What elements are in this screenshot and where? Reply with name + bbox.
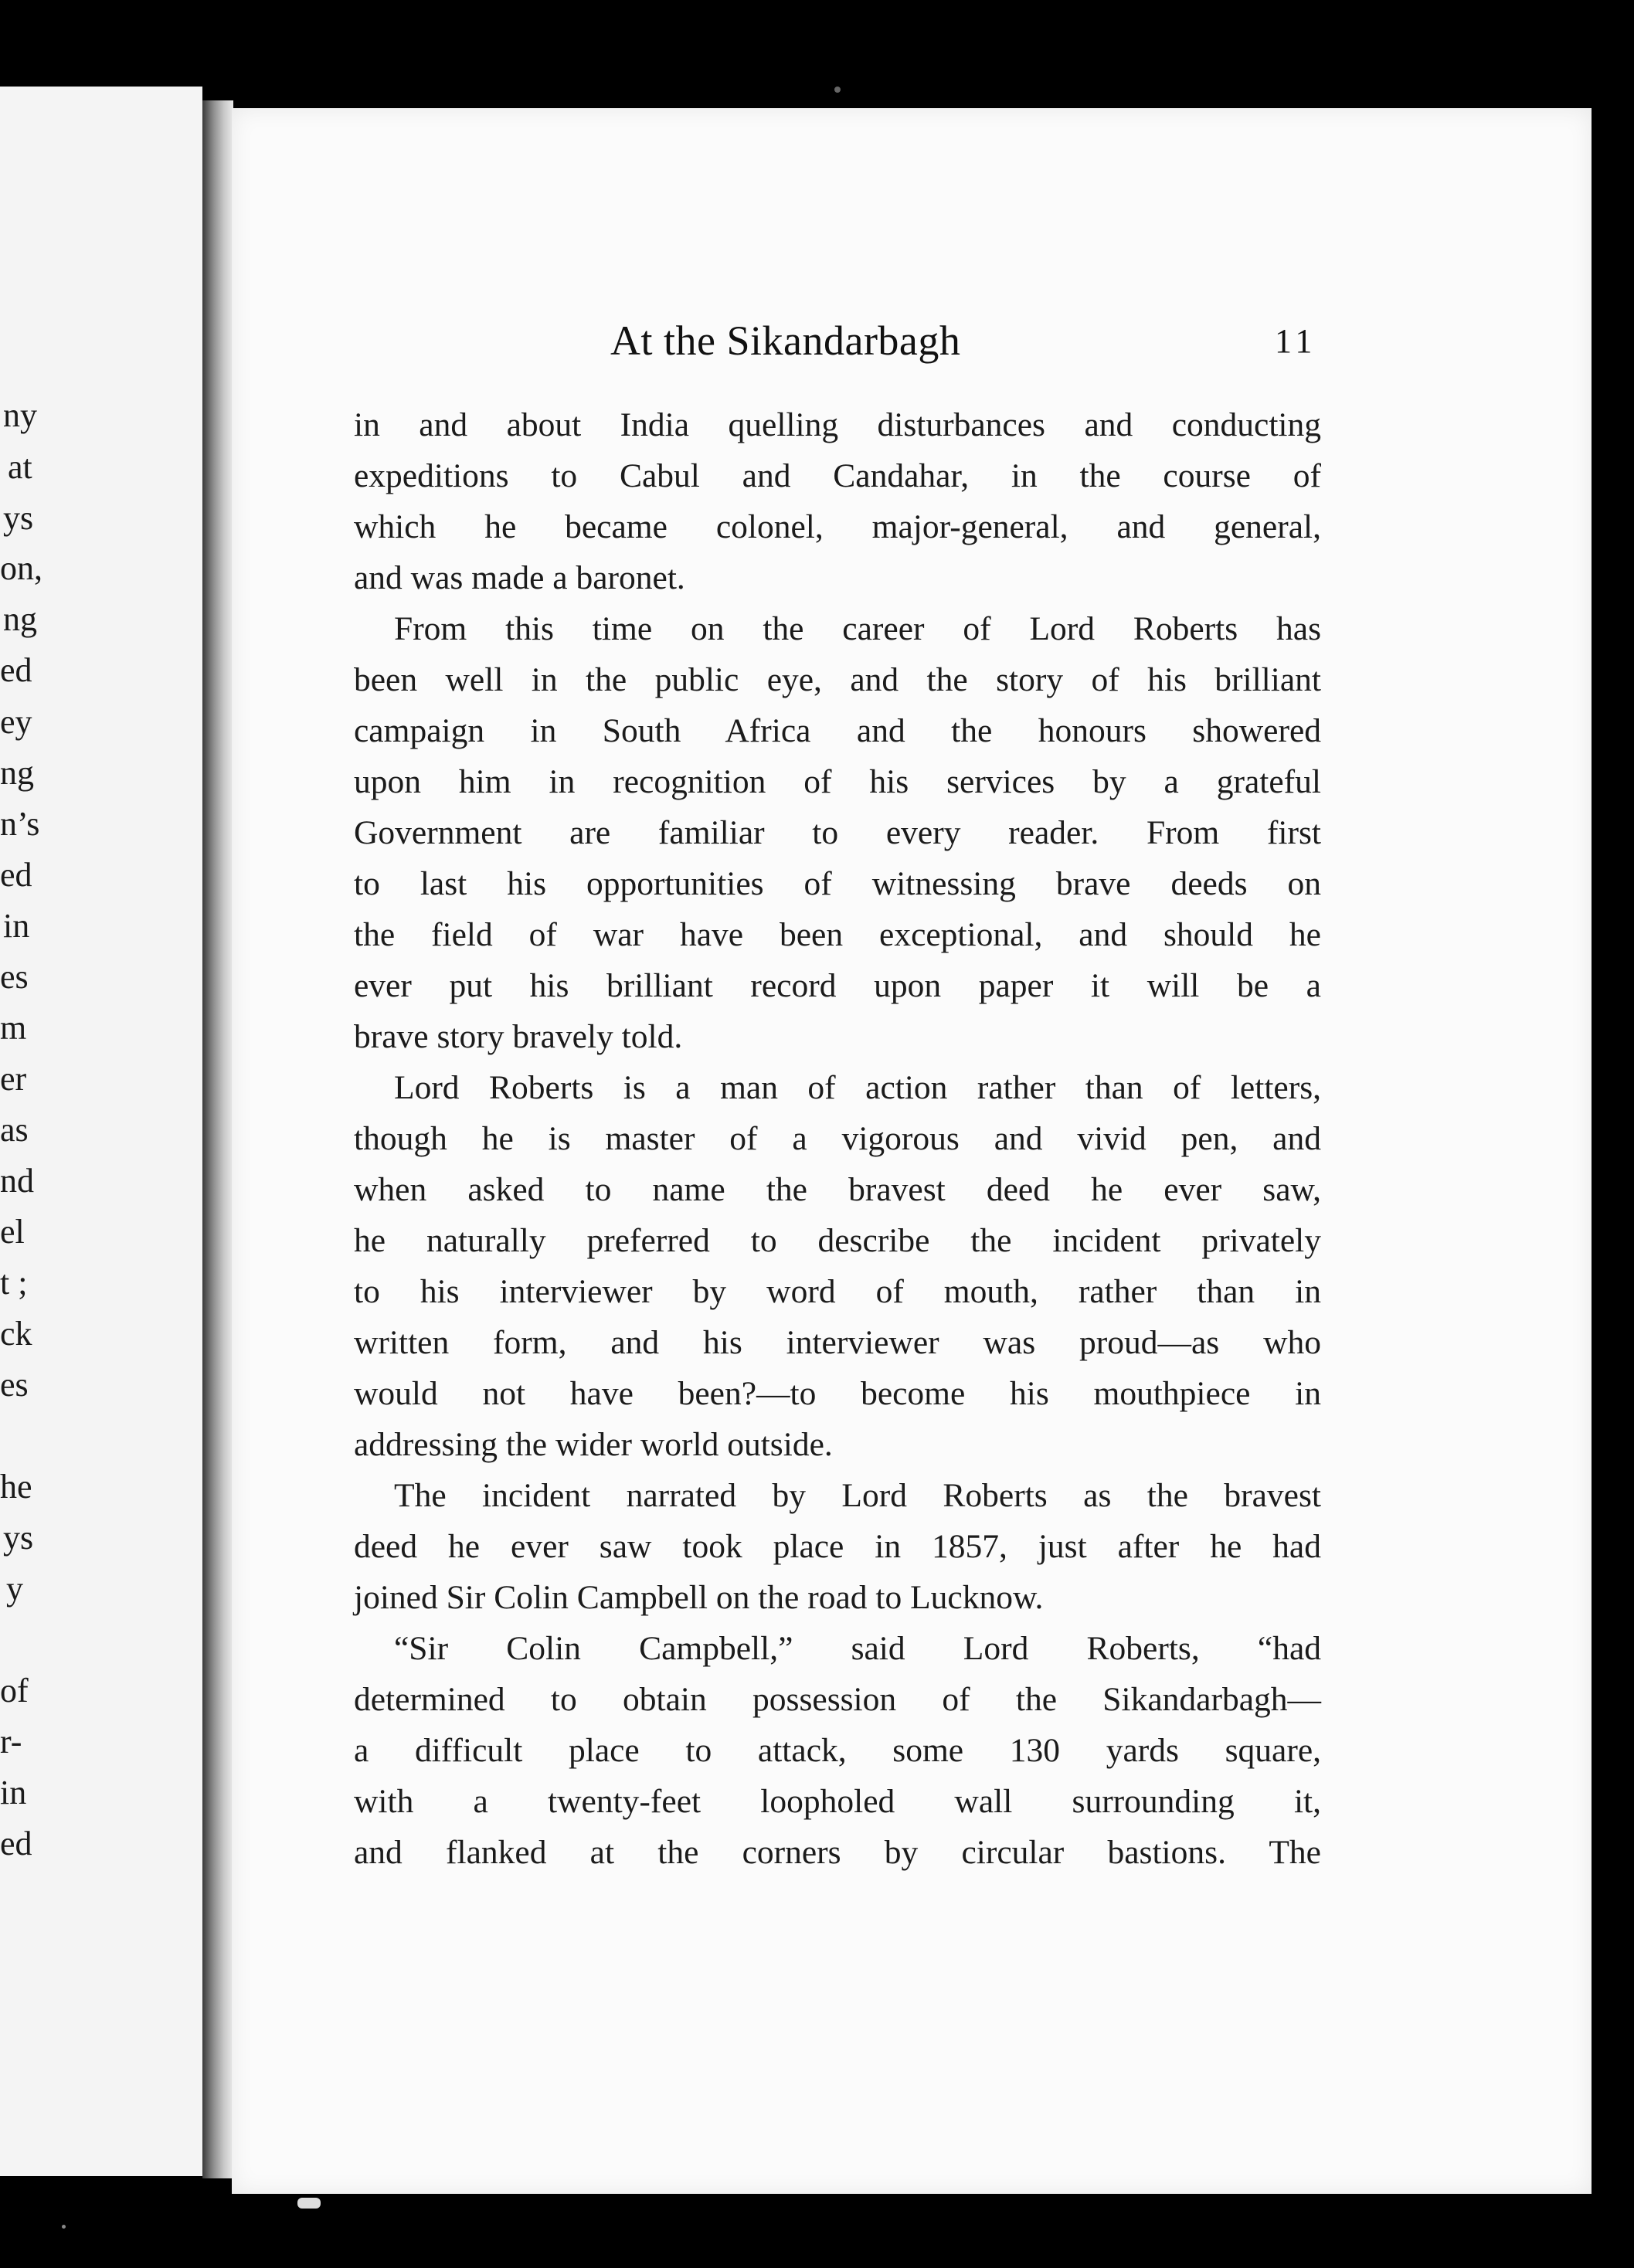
book-gutter-shadow: [202, 100, 233, 2178]
fragment: ey: [0, 703, 32, 741]
text-line: a difficult place to attack, some 130 yards square,: [354, 1732, 1321, 1769]
fragment: ck: [0, 1315, 32, 1353]
text-line: brave story bravely told.: [354, 1018, 683, 1055]
text-line: though he is master of a vigorous and vivid pen, and: [354, 1120, 1321, 1157]
text-line: which he became colonel, major-general, and general,: [354, 508, 1321, 545]
fragment: ed: [0, 651, 32, 689]
fragment: he: [0, 1468, 32, 1506]
fragment: n’s: [0, 805, 40, 843]
fragment: ys: [3, 1519, 34, 1557]
scan-speck: [297, 2198, 321, 2209]
text-line: to last his opportunities of witnessing brave deeds on: [354, 865, 1321, 902]
fragment: y: [6, 1570, 23, 1608]
text-line: with a twenty-feet loopholed wall surrounding it,: [354, 1783, 1321, 1820]
fragment: in: [3, 907, 30, 945]
fragment: er: [0, 1060, 27, 1098]
text-line: to his interviewer by word of mouth, rather than in: [354, 1273, 1321, 1310]
text-line: would not have been?—to become his mouthpiece in: [354, 1375, 1321, 1412]
text-line: when asked to name the bravest deed he ever saw,: [354, 1171, 1321, 1208]
fragment: ys: [3, 499, 34, 537]
previous-page-edge: [0, 87, 202, 2176]
text-line: “Sir Colin Campbell,” said Lord Roberts, “had: [394, 1630, 1321, 1667]
text-line: deed he ever saw took place in 1857, just after he had: [354, 1528, 1321, 1565]
fragment: ny: [3, 396, 37, 434]
page-number: 11: [1275, 322, 1317, 360]
text-line: been well in the public eye, and the story of his brilliant: [354, 661, 1321, 698]
text-line: Lord Roberts is a man of action rather than of letters,: [394, 1069, 1321, 1106]
fragment: t ;: [0, 1264, 28, 1302]
fragment: ng: [0, 754, 34, 792]
scan-speck: [834, 87, 841, 93]
text-line: joined Sir Colin Campbell on the road to Lucknow.: [354, 1579, 1044, 1616]
chapter-title: At the Sikandarbagh: [610, 317, 961, 364]
fragment: on,: [0, 549, 42, 587]
fragment: ng: [3, 600, 37, 638]
fragment: es: [0, 958, 29, 996]
text-line: campaign in South Africa and the honours showered: [354, 712, 1321, 749]
body-text: [354, 399, 1321, 1878]
text-line: From this time on the career of Lord Roberts has: [394, 610, 1321, 647]
text-line: and was made a baronet.: [354, 559, 685, 596]
text-line: expeditions to Cabul and Candahar, in the course of: [354, 457, 1321, 494]
text-line: determined to obtain possession of the Sikandarbagh—: [354, 1681, 1321, 1718]
fragment: at: [8, 448, 32, 486]
text-line: addressing the wider world outside.: [354, 1426, 833, 1463]
fragment: nd: [0, 1162, 34, 1200]
text-line: he naturally preferred to describe the incident privately: [354, 1222, 1321, 1259]
previous-page-text: [0, 87, 202, 2176]
fragment: as: [0, 1111, 29, 1149]
fragment: ed: [0, 1825, 32, 1862]
text-line: upon him in recognition of his services by a grateful: [354, 763, 1321, 800]
text-line: in and about India quelling disturbances and conducting: [354, 406, 1321, 443]
fragment: m: [0, 1009, 27, 1047]
fragment: ed: [0, 856, 32, 894]
fragment: el: [0, 1213, 25, 1251]
fragment: es: [0, 1366, 29, 1404]
text-line: The incident narrated by Lord Roberts as the bravest: [394, 1477, 1321, 1514]
fragment: of: [0, 1672, 29, 1709]
text-line: Government are familiar to every reader. From first: [354, 814, 1321, 851]
text-line: written form, and his interviewer was proud—as who: [354, 1324, 1321, 1361]
running-head: [232, 317, 1317, 379]
text-line: and flanked at the corners by circular bastions. The: [354, 1834, 1321, 1871]
fragment: r-: [0, 1723, 22, 1760]
fragment: in: [0, 1774, 27, 1811]
scan-speck: [62, 2225, 66, 2229]
text-line: the field of war have been exceptional, and should he: [354, 916, 1321, 953]
book-page: [232, 108, 1592, 2194]
text-line: ever put his brilliant record upon paper it will be a: [354, 967, 1321, 1004]
